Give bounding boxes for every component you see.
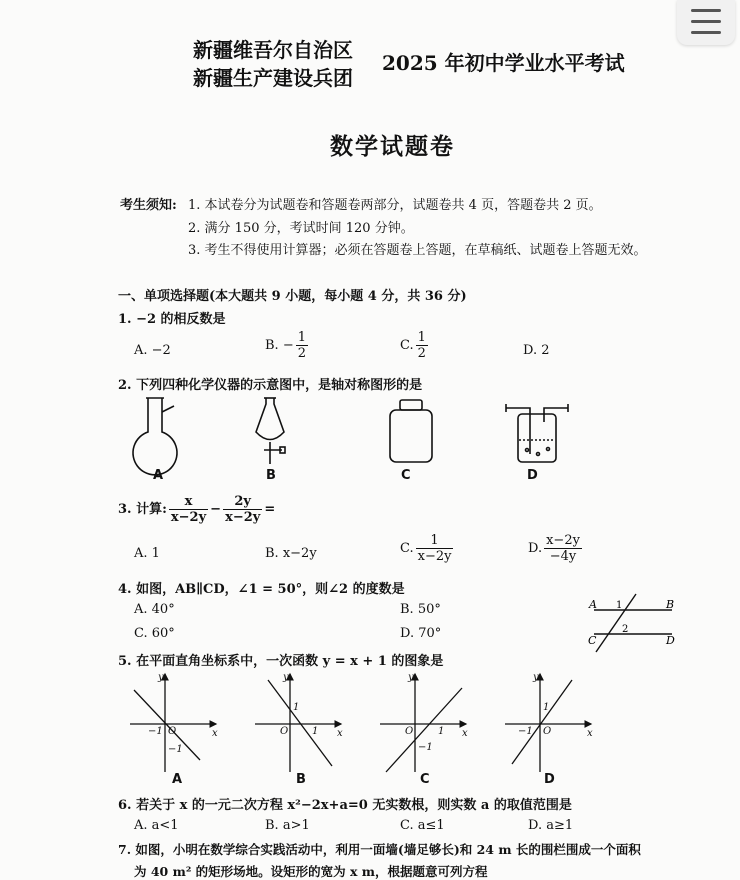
- q5-b-x: x: [337, 728, 343, 739]
- q1-option-a: A. −2: [134, 343, 171, 358]
- q4-fig-angle-2: 2: [622, 624, 629, 635]
- q4-option-d: D. 70°: [400, 626, 442, 641]
- q5-graphs-figure: [120, 668, 620, 780]
- q3-option-c: C. $\frac{1}{x-2y}$: [400, 533, 452, 564]
- q4-fig-b: B: [666, 598, 675, 611]
- notice-item-1: 1. 本试卷分为试题卷和答题卷两部分，试题卷共 4 页，答题卷共 2 页。: [188, 198, 602, 213]
- q5-graph-d: [505, 674, 591, 772]
- q2-label-a: A: [153, 468, 164, 483]
- q5-a-neg1x: −1: [148, 726, 163, 737]
- exam-title: 2025 年初中学业水平考试: [382, 51, 625, 75]
- q1-option-d: D. 2: [523, 343, 550, 358]
- q3-option-d: D. $\frac{x-2y}{-4y}$: [528, 533, 580, 564]
- q6-option-c: C. a≤1: [400, 818, 445, 833]
- q5-c-x: x: [462, 728, 468, 739]
- q5-b-origin: O: [280, 726, 289, 737]
- q3-stem: 3. 计算: $\frac{x}{x-2y}$ − $\frac{2y}{x-2y}$ =: [118, 494, 276, 525]
- q5-d-origin: O: [543, 726, 552, 737]
- menu-icon: [691, 9, 721, 12]
- section-title: 一、单项选择题(本大题共 9 小题，每小题 4 分，共 36 分): [118, 289, 467, 304]
- q5-stem: 5. 在平面直角坐标系中，一次函数 y = x + 1 的图象是: [118, 654, 444, 669]
- q4-stem: 4. 如图，AB∥CD，∠1 = 50°，则∠2 的度数是: [118, 582, 405, 597]
- q4-parallel-lines-figure: [586, 592, 678, 654]
- q5-a-y: y: [158, 672, 164, 683]
- q5-c-neg1y: −1: [418, 742, 433, 753]
- q5-d-y: y: [533, 672, 539, 683]
- q5-b-y: y: [283, 672, 289, 683]
- q6-option-b: B. a>1: [265, 818, 310, 833]
- notice-item-2: 2. 满分 150 分，考试时间 120 分钟。: [188, 221, 414, 236]
- q2-label-d: D: [527, 468, 538, 483]
- q5-d-neg1x: −1: [518, 726, 533, 737]
- q5-a-x: x: [212, 728, 218, 739]
- q7-line-2: 为 40 m² 的矩形场地。设矩形的宽为 x m，根据题意可列方程: [134, 864, 488, 879]
- q6-option-a: A. a<1: [134, 818, 179, 833]
- q5-b-1y: 1: [293, 702, 300, 713]
- q7-line-1: 7. 如图，小明在数学综合实践活动中，利用一面墙(墙足够长)和 24 m 长的围栏围成一个面积: [118, 842, 641, 857]
- q6-stem: 6. 若关于 x 的一元二次方程 x²−2x+a=0 无实数根，则实数 a 的取值范围是: [118, 798, 572, 813]
- menu-button[interactable]: [677, 0, 735, 45]
- gas-bottle-icon: [506, 404, 568, 462]
- q5-label-c: C: [420, 772, 430, 787]
- funnel-icon: [256, 398, 285, 464]
- q5-graph-c: [380, 674, 466, 772]
- q5-c-y: y: [408, 672, 414, 683]
- q1-stem: 1. −2 的相反数是: [118, 312, 226, 327]
- q2-stem: 2. 下列四种化学仪器的示意图中，是轴对称图形的是: [118, 378, 423, 393]
- q4-option-b: B. 50°: [400, 602, 441, 617]
- q1-option-b: B. − $\frac{1}{2}$: [265, 330, 306, 361]
- paper-title: 数学试题卷: [330, 133, 455, 160]
- q4-fig-a: A: [589, 598, 597, 611]
- q5-c-origin: O: [405, 726, 414, 737]
- q5-a-neg1y: −1: [168, 744, 183, 755]
- q3-option-b: B. x−2y: [265, 546, 317, 561]
- notice-item-3: 3. 考生不得使用计算器；必须在答题卷上答题，在草稿纸、试题卷上答题无效。: [188, 243, 647, 258]
- q5-d-x: x: [587, 728, 593, 739]
- q2-label-b: B: [266, 468, 276, 483]
- q2-instruments-figure: [110, 392, 580, 487]
- q4-fig-angle-1: 1: [616, 600, 623, 611]
- bottle-icon: [390, 400, 432, 462]
- q4-option-c: C. 60°: [134, 626, 175, 641]
- q5-d-1y: 1: [543, 702, 550, 713]
- region-line-2: 新疆生产建设兵团: [193, 66, 353, 90]
- q5-label-a: A: [172, 772, 183, 787]
- q5-graph-b: [255, 674, 341, 772]
- q5-graph-a: [130, 674, 216, 772]
- notice-label: 考生须知:: [120, 198, 177, 213]
- q4-option-a: A. 40°: [134, 602, 175, 617]
- region-line-1: 新疆维吾尔自治区: [193, 38, 353, 62]
- q5-b-1x: 1: [312, 726, 319, 737]
- q5-a-origin: O: [168, 726, 177, 737]
- q2-label-c: C: [401, 468, 411, 483]
- q3-option-a: A. 1: [134, 546, 160, 561]
- q6-option-d: D. a≥1: [528, 818, 574, 833]
- q4-fig-d: D: [666, 634, 675, 647]
- flask-icon: [133, 398, 177, 475]
- q5-label-d: D: [544, 772, 555, 787]
- q5-label-b: B: [296, 772, 306, 787]
- q1-option-c: C. $\frac{1}{2}$: [400, 330, 426, 361]
- q4-fig-c: C: [588, 634, 597, 647]
- q5-c-1x: 1: [438, 726, 445, 737]
